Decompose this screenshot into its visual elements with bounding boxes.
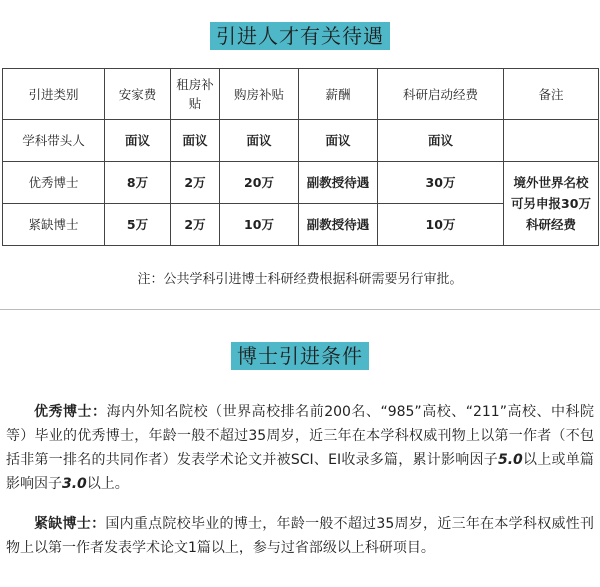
- benefits-table: [2, 68, 599, 246]
- header-remark: 备注: [504, 69, 599, 120]
- row-house-subsidy: 10万: [220, 204, 299, 246]
- row-research-funding: 10万: [378, 204, 504, 246]
- header-settlement-fee: 安家费: [105, 69, 171, 120]
- row-settlement-fee: 8万: [105, 162, 171, 204]
- excellent-phd-text-b: 以上或单篇影响因子: [6, 452, 595, 492]
- row-research-funding: 30万: [378, 162, 504, 204]
- shortage-phd-paragraph: [6, 512, 594, 560]
- row-salary: 副教授待遇: [299, 162, 378, 204]
- row-remark-empty: [504, 120, 599, 162]
- table-row: [3, 120, 599, 162]
- row-research-funding: 面议: [378, 120, 504, 162]
- shortage-phd-text: 国内重点院校毕业的博士，年龄一般不超过35周岁，近三年在本学科权威性刊物上以第一作者发表学术论文1篇以上，参与过省部级以上科研项目。: [6, 516, 595, 556]
- excellent-phd-text-c: 以上。: [86, 476, 129, 492]
- row-house-subsidy: 20万: [220, 162, 299, 204]
- section-divider: [0, 309, 600, 310]
- row-category: 优秀博士: [3, 162, 105, 204]
- excellent-phd-text-a: 海内外知名院校（世界高校排名前200名、“985”高校、“211”高校、中科院等）毕业的优秀博士，年龄一般不超过35周岁，近三年在本学科权威刊物上以第一作者（不包括非第一排名的共同作者）发表学术论文并被SCI、EI收录多篇，累计影响因子: [6, 404, 595, 468]
- impact-factor-single: 3.0: [62, 476, 87, 492]
- row-salary: 面议: [299, 120, 378, 162]
- table-header-row: [3, 69, 599, 120]
- row-rent-subsidy: 2万: [171, 162, 220, 204]
- row-settlement-fee: 面议: [105, 120, 171, 162]
- row-rent-subsidy: 2万: [171, 204, 220, 246]
- row-category: 紧缺博士: [3, 204, 105, 246]
- benefits-title: 引进人才有关待遇: [210, 22, 390, 50]
- header-salary: 薪酬: [299, 69, 378, 120]
- conditions-title: 博士引进条件: [231, 342, 369, 370]
- excellent-phd-paragraph: [6, 400, 594, 496]
- impact-factor-total: 5.0: [497, 452, 523, 468]
- header-rent-subsidy: 租房补贴: [171, 69, 220, 120]
- excellent-phd-label: 优秀博士：: [34, 404, 107, 420]
- row-house-subsidy: 面议: [220, 120, 299, 162]
- row-salary: 副教授待遇: [299, 204, 378, 246]
- remark-cell: 境外世界名校可另申报30万科研经费: [504, 162, 599, 246]
- row-category: 学科带头人: [3, 120, 105, 162]
- table-row: [3, 162, 599, 204]
- table-footnote: 注：公共学科引进博士科研经费根据科研需要另行审批。: [137, 272, 463, 287]
- header-research-funding: 科研启动经费: [378, 69, 504, 120]
- row-rent-subsidy: 面议: [171, 120, 220, 162]
- shortage-phd-label: 紧缺博士：: [34, 516, 106, 532]
- header-house-subsidy: 购房补贴: [220, 69, 299, 120]
- header-category: 引进类别: [3, 69, 105, 120]
- row-settlement-fee: 5万: [105, 204, 171, 246]
